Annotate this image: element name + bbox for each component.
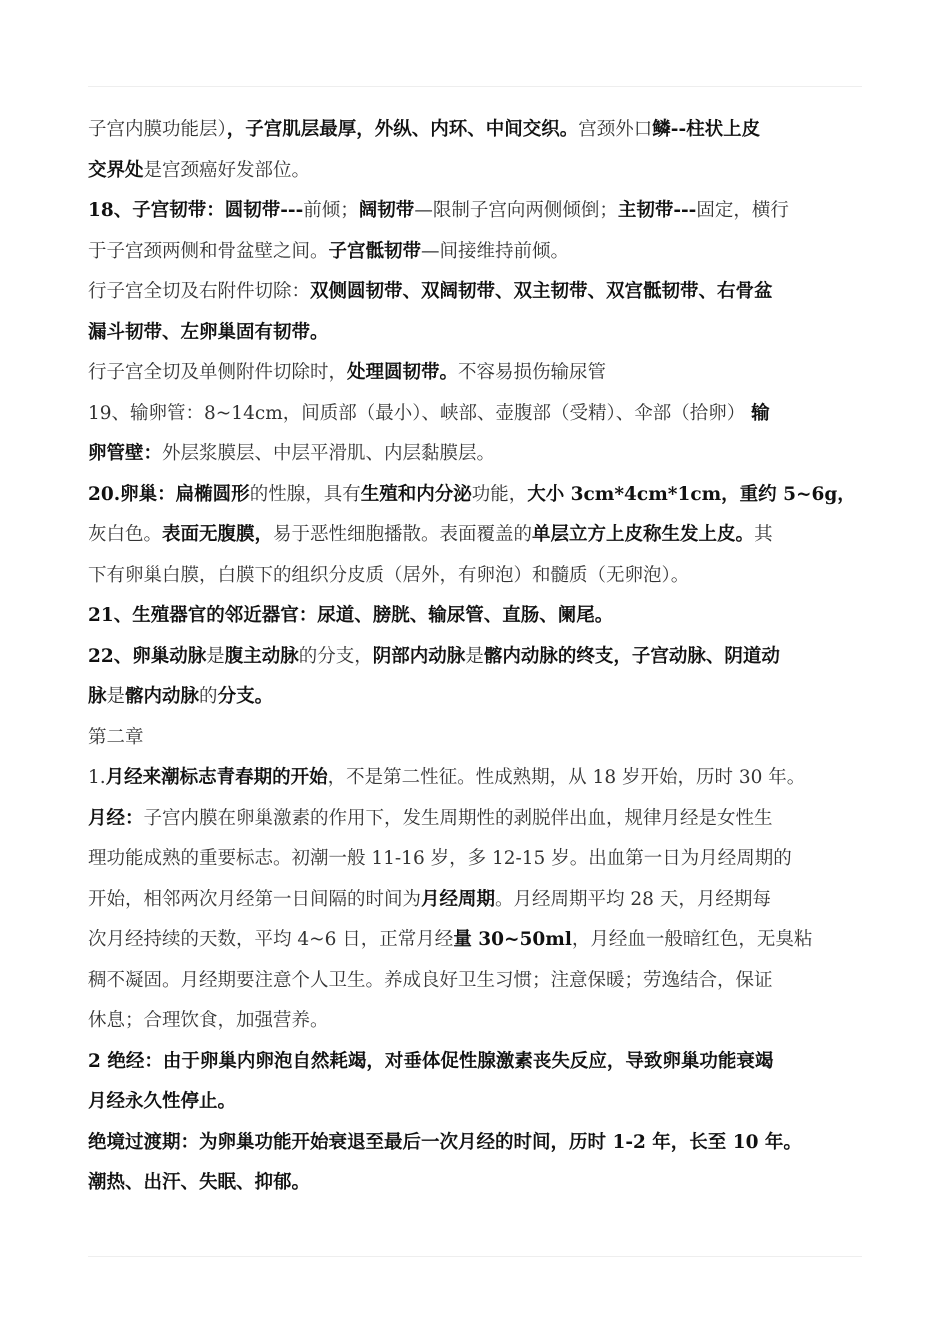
text: —限制子宫向两侧倾倒； <box>414 200 618 221</box>
header-rule <box>88 86 862 87</box>
bold-text: 生殖和内分泌 <box>360 483 472 505</box>
text: 理功能成熟的重要标志。初潮一般 11-16 岁，多 12-15 岁。出血第一日为月经周期的 <box>88 848 792 869</box>
bold-text: 20.卵巢：扁椭圆形 <box>88 483 250 505</box>
bold-text: 2 绝经：由于卵巢内卵泡自然耗竭，对垂体促性腺激素丧失反应，导致卵巢功能衰竭 <box>88 1050 774 1072</box>
bold-text: 单层立方上皮称生发上皮。 <box>532 524 755 545</box>
text-line <box>88 920 868 961</box>
text-line <box>88 1123 868 1164</box>
text-line <box>88 151 868 192</box>
text-line <box>88 961 868 1002</box>
bold-text: 18、子宫韧带：圆韧带--- <box>88 200 304 221</box>
bold-text: ，子宫肌层最厚，外纵、内环、中间交织。 <box>226 119 579 140</box>
text-line <box>88 191 868 232</box>
bold-text: 脉 <box>88 686 107 707</box>
text-line <box>88 394 868 435</box>
footer-rule <box>88 1256 862 1257</box>
bold-text: 潮热、出汗、失眠、抑郁。 <box>88 1172 311 1193</box>
text: 下有卵巢白膜，白膜下的组织分皮质（居外，有卵泡）和髓质（无卵泡）。 <box>88 564 690 586</box>
bold-text: 表面无腹膜， <box>162 524 274 545</box>
bold-text: 双侧圆韧带、双阔韧带、双主韧带、双宫骶韧带、右骨盆 <box>310 281 773 302</box>
text-line <box>88 475 868 516</box>
text-line <box>88 1082 868 1123</box>
text-line <box>88 799 868 840</box>
text: 于子宫颈两侧和骨盆壁之间。 <box>88 240 329 262</box>
text: 的分支， <box>298 645 373 667</box>
bold-text: 21、生殖器官的邻近器官：尿道、膀胱、输尿管、直肠、阑尾。 <box>88 605 614 626</box>
text: 行子宫全切及单侧附件切除时， <box>88 362 348 383</box>
text: 是 <box>206 645 225 667</box>
document-body <box>88 110 868 1204</box>
bold-text: 分支。 <box>217 686 274 707</box>
text: 1. <box>88 767 106 788</box>
text-line <box>88 272 868 313</box>
text: 功能， <box>471 483 528 505</box>
bold-text: 量 30~50ml <box>453 929 572 950</box>
bold-text: 大小 3cm*4cm*1cm，重约 5~6g， <box>527 483 856 505</box>
text-line <box>88 515 868 556</box>
text-line <box>88 434 868 475</box>
text-line <box>88 110 868 151</box>
text: 行子宫全切及右附件切除： <box>88 281 311 302</box>
text-line <box>88 880 868 921</box>
bold-text: 月经来潮标志青春期的开始 <box>105 767 328 788</box>
text-line <box>88 353 868 394</box>
text: 灰白色。 <box>88 524 163 545</box>
bold-text: 子宫骶韧带 <box>328 240 422 262</box>
bold-text: 交界处 <box>88 159 144 181</box>
bold-text: 22、卵巢动脉 <box>88 645 207 667</box>
text: 易于恶性细胞播散。表面覆盖的 <box>273 524 533 545</box>
bold-text: 输 <box>751 402 770 424</box>
text: 其 <box>754 524 773 545</box>
bold-text: 卵管壁： <box>88 443 163 464</box>
bold-text: 髂内动脉 <box>125 686 200 707</box>
text-line <box>88 313 868 354</box>
text: 次月经持续的天数，平均 4~6 日，正常月经 <box>88 929 454 950</box>
text-line <box>88 1163 868 1204</box>
bold-text: 腹主动脉 <box>224 645 299 667</box>
text: 开始，相邻两次月经第一日间隔的时间为 <box>88 888 422 910</box>
text: 19、输卵管：8~14cm，间质部（最小）、峡部、壶腹部（受精）、伞部（拾卵） <box>88 402 752 424</box>
text: ，月经血一般暗红色，无臭粘 <box>571 929 813 950</box>
text: 子宫内膜功能层） <box>88 119 227 140</box>
text: 稠不凝固。月经期要注意个人卫生。养成良好卫生习惯；注意保暖；劳逸结合，保证 <box>88 969 773 991</box>
bold-text: 月经： <box>88 807 144 829</box>
bold-text: 阴部内动脉 <box>372 645 466 667</box>
bold-text: 主韧带--- <box>617 200 697 221</box>
text-line <box>88 596 868 637</box>
text-line <box>88 718 868 759</box>
text: 是宫颈癌好发部位。 <box>143 159 311 181</box>
text: 固定，横行 <box>696 200 789 221</box>
text: 的性腺，具有 <box>249 483 361 505</box>
text-line <box>88 839 868 880</box>
text-line <box>88 1001 868 1042</box>
text: 是 <box>106 686 126 707</box>
text: 前倾； <box>303 200 359 221</box>
text: 。月经周期平均 28 天，月经期每 <box>495 888 771 910</box>
bold-text: 月经永久性停止。 <box>88 1091 237 1112</box>
text-line <box>88 637 868 678</box>
text-line <box>88 758 868 799</box>
bold-text: 鳞--柱状上皮 <box>652 119 761 140</box>
bold-text: 漏斗韧带、左卵巢固有韧带。 <box>88 321 329 343</box>
text: 第二章 <box>88 726 144 748</box>
text-line <box>88 1042 868 1083</box>
text: 外层浆膜层、中层平滑肌、内层黏膜层。 <box>162 443 496 464</box>
text-line <box>88 677 868 718</box>
bold-text: 绝境过渡期：为卵巢功能开始衰退至最后一次月经的时间，历时 1-2 年，长至 10 年。 <box>88 1131 802 1153</box>
bold-text: 处理圆韧带。 <box>347 362 459 383</box>
bold-text: 髂内动脉的终支，子宫动脉、阴道动 <box>483 645 780 667</box>
text: 是 <box>465 645 484 667</box>
text-line <box>88 232 868 273</box>
bold-text: 月经周期 <box>421 888 496 910</box>
text: ，不是第二性征。性成熟期，从 18 岁开始，历时 30 年。 <box>327 767 806 788</box>
text: 子宫内膜在卵巢激素的作用下，发生周期性的剥脱伴出血，规律月经是女性生 <box>143 807 773 829</box>
text: —间接维持前倾。 <box>421 240 570 262</box>
text: 宫颈外口 <box>578 119 653 140</box>
text-line <box>88 556 868 597</box>
text: 不容易损伤输尿管 <box>458 362 607 383</box>
bold-text: 阔韧带 <box>358 200 415 221</box>
text: 的 <box>199 686 218 707</box>
text: 休息；合理饮食，加强营养。 <box>88 1010 329 1031</box>
